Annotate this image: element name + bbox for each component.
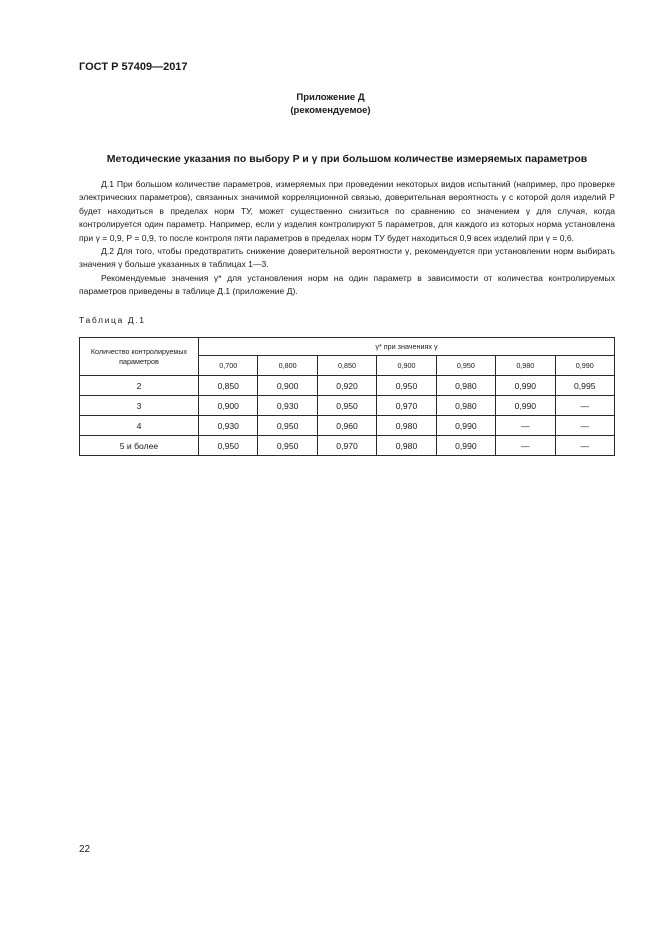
table-cell: 0,900 <box>199 396 258 416</box>
group-header: γ* при значениях γ <box>199 338 615 356</box>
table-cell: 0,960 <box>317 416 376 436</box>
standard-number: ГОСТ Р 57409—2017 <box>79 61 188 73</box>
table-cell: 0,990 <box>436 436 495 456</box>
column-header: 0,850 <box>317 356 376 376</box>
table-cell: 0,980 <box>436 396 495 416</box>
row-label: 4 <box>80 416 199 436</box>
table-cell: 0,850 <box>199 376 258 396</box>
row-label: 5 и более <box>80 436 199 456</box>
table-cell: — <box>496 436 555 456</box>
table-cell: 0,950 <box>258 436 317 456</box>
row-header: Количество контролируемых параметров <box>80 338 199 376</box>
table-cell: — <box>555 396 614 416</box>
table-cell: 0,990 <box>436 416 495 436</box>
table-cell: 0,950 <box>258 416 317 436</box>
row-label: 3 <box>80 396 199 416</box>
table-cell: 0,995 <box>555 376 614 396</box>
paragraph-d2: Д.2 Для того, чтобы предотвратить снижение доверительной вероятности γ, рекомендуется при установлении норм выбирать значения γ больше указанных в таблицах 1—3. <box>79 246 615 270</box>
table-cell: 0,950 <box>199 436 258 456</box>
column-header: 0,990 <box>555 356 614 376</box>
table-cell: 0,990 <box>496 396 555 416</box>
column-header: 0,700 <box>199 356 258 376</box>
column-header: 0,900 <box>377 356 436 376</box>
column-header: 0,950 <box>436 356 495 376</box>
table-cell: 0,900 <box>258 376 317 396</box>
parameters-table <box>79 337 615 456</box>
table-cell: 0,950 <box>317 396 376 416</box>
table-cell: — <box>496 416 555 436</box>
paragraph-d1: Д.1 При большом количестве параметров, измеряемых при проведении некоторых видов испытаний (например, про проверке электрических параметров), связанных значимой корреляционной связью, доверительная вероятность γ с которой доля изделий P будет находиться в пределах норм ТУ, может существенно снизиться по сравнению со значением γ для случая, когда контролируется один параметр. Например, если у изделия контролируют 5 параметров, для каждого из которых норма установлена при γ = 0,9, P = 0,9, то после контроля пяти параметров в пределах норм ТУ будет находиться 0,9 всех изделий при γ = 0,6. <box>79 179 615 243</box>
table-cell: 0,980 <box>436 376 495 396</box>
page-number: 22 <box>79 844 91 855</box>
table-cell: 0,920 <box>317 376 376 396</box>
table-cell: 0,980 <box>377 416 436 436</box>
table-row <box>80 436 615 456</box>
table-row <box>80 416 615 436</box>
table-cell: — <box>555 416 614 436</box>
table-row <box>80 396 615 416</box>
table-cell: 0,980 <box>377 436 436 456</box>
appendix-status: (рекомендуемое) <box>290 105 371 116</box>
table-row <box>80 376 615 396</box>
column-header: 0,800 <box>258 356 317 376</box>
section-title: Методические указания по выбору P и γ при большом количестве измеряемых параметров <box>106 153 588 165</box>
table-cell: 0,990 <box>496 376 555 396</box>
column-header: 0,980 <box>496 356 555 376</box>
table-cell: — <box>555 436 614 456</box>
row-label: 2 <box>80 376 199 396</box>
table-cell: 0,970 <box>317 436 376 456</box>
table-cell: 0,930 <box>199 416 258 436</box>
body-text <box>79 178 615 299</box>
appendix-title: Приложение Д <box>296 92 365 103</box>
paragraph-recommended: Рекомендуемые значения γ* для установления норм на один параметр в зависимости от количества контролируемых параметров приведены в таблице Д.1 (приложение Д). <box>79 272 615 297</box>
table-cell: 0,970 <box>377 396 436 416</box>
table-cell: 0,950 <box>377 376 436 396</box>
table-caption: Таблица Д.1 <box>79 315 146 325</box>
table-cell: 0,930 <box>258 396 317 416</box>
